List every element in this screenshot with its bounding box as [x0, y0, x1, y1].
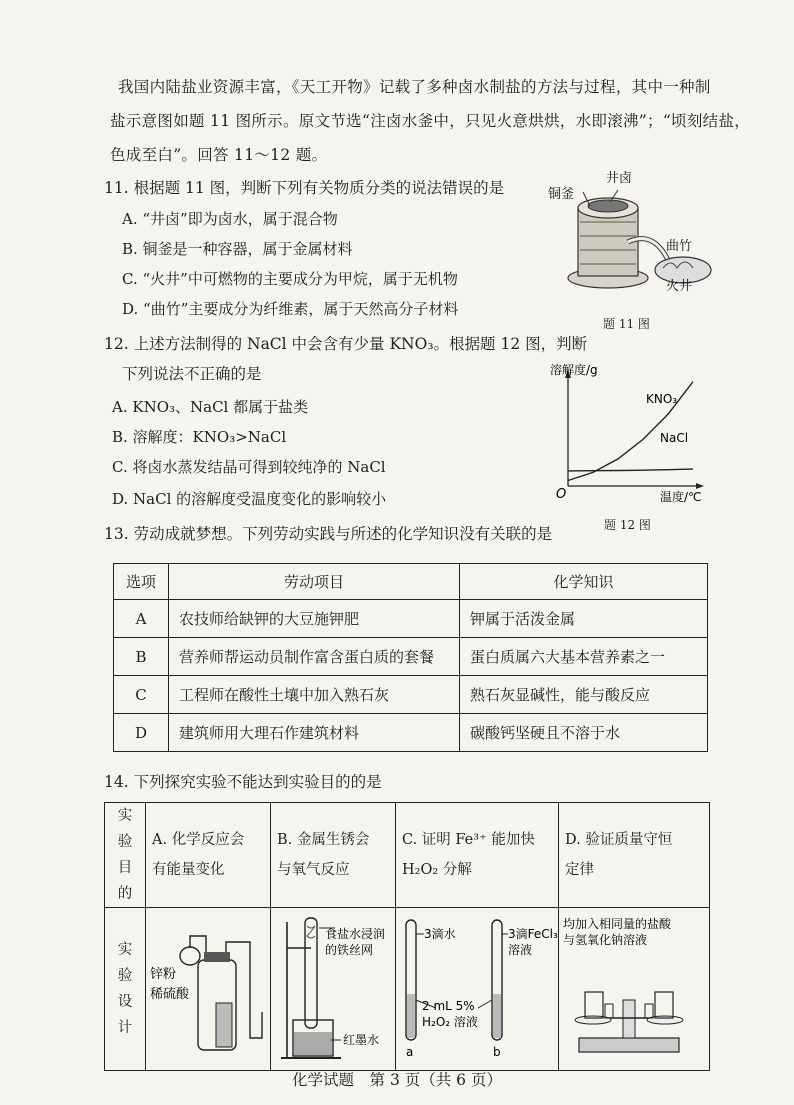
- header-option: 选项: [114, 564, 169, 600]
- row-label-goal-1: 实验: [117, 808, 133, 850]
- table-header-row: [114, 564, 708, 600]
- label-dilute-sulfuric-acid: 稀硫酸: [150, 987, 190, 1002]
- solubility-chart: [548, 358, 718, 508]
- table-row: [114, 600, 708, 638]
- table-row: [114, 676, 708, 714]
- row-b-labor: 营养师帮运动员制作富含蛋白质的套餐: [169, 638, 460, 676]
- label-3-drops-fecl3: 3滴FeCl₃: [508, 927, 558, 941]
- label-bamboo-pipe: 曲竹: [666, 239, 693, 254]
- series-label-kno3: KNO₃: [646, 392, 678, 406]
- goal-a: [146, 803, 271, 908]
- goal-c: [396, 803, 559, 908]
- goal-b: [271, 803, 396, 908]
- label-red-ink: 红墨水: [343, 1033, 380, 1047]
- label-solution: 溶液: [508, 943, 533, 957]
- label-tube-a: a: [406, 1045, 414, 1059]
- q13-table: [113, 563, 708, 752]
- q11-stem: 11. 根据题 11 图，判断下列有关物质分类的说法错误的是: [104, 179, 505, 197]
- figure-12-caption: 题 12 图: [604, 518, 651, 532]
- table-row: [114, 714, 708, 752]
- q12-stem-2: 下列说法不正确的是: [122, 365, 262, 383]
- series-line-nacl: [568, 469, 693, 471]
- q12-option-b: B. 溶解度：KNO₃>NaCl: [112, 428, 287, 446]
- label-saltwater-mesh: 食盐水浸润: [325, 927, 386, 941]
- intro-line-1: 我国内陆盐业资源丰富，《天工开物》记载了多种卤水制盐的方法与过程，其中一种制: [118, 78, 711, 96]
- x-axis-label: 温度/℃: [660, 490, 702, 504]
- row-b-option: B: [114, 638, 169, 676]
- row-a-chemistry: 钾属于活泼金属: [460, 600, 708, 638]
- table-row: [114, 638, 708, 676]
- header-labor: 劳动项目: [169, 564, 460, 600]
- goal-d-line1: D. 验证质量守恒: [565, 832, 673, 848]
- row-a-option: A: [114, 600, 169, 638]
- goal-c-line1: C. 证明 Fe³⁺ 能加快: [402, 832, 535, 848]
- figure-11-caption: 题 11 图: [603, 317, 650, 331]
- goal-c-line2: H₂O₂ 分解: [402, 862, 472, 878]
- q14-table: [104, 802, 710, 1071]
- row-label-design-1: 实验: [117, 942, 133, 984]
- label-3-drops-water: 3滴水: [424, 927, 456, 941]
- row-b-chemistry: 蛋白质属六大基本营养素之一: [460, 638, 708, 676]
- experiment-d-diagram: [559, 908, 699, 1066]
- q14-design-row: [105, 908, 710, 1071]
- origin-label: O: [556, 487, 567, 502]
- goal-a-line2: 有能量变化: [152, 862, 225, 878]
- experiment-a-diagram: [146, 908, 270, 1066]
- row-label-goal-2: 目的: [117, 860, 133, 902]
- q11-option-b: B. 铜釜是一种容器，属于金属材料: [122, 240, 353, 258]
- q14-stem: 14. 下列探究实验不能达到实验目的的是: [104, 773, 382, 791]
- experiment-b-diagram: [271, 908, 395, 1066]
- goal-d-line2: 定律: [565, 862, 594, 878]
- label-iron-wire-mesh: 的铁丝网: [325, 943, 374, 957]
- q12-option-d: D. NaCl 的溶解度受温度变化的影响较小: [112, 490, 387, 508]
- goal-b-line2: 与氧气反应: [277, 862, 350, 878]
- row-label-goal: [105, 803, 146, 908]
- label-fire-well: 火井: [666, 279, 693, 294]
- label-tube-b: b: [493, 1045, 501, 1059]
- page-footer: 化学试题 第 3 页（共 6 页）: [292, 1071, 502, 1089]
- row-d-chemistry: 碳酸钙坚硬且不溶于水: [460, 714, 708, 752]
- header-chemistry: 化学知识: [460, 564, 708, 600]
- q11-option-a: A. “井卤”即为卤水，属于混合物: [122, 210, 338, 228]
- row-c-chemistry: 熟石灰显碱性，能与酸反应: [460, 676, 708, 714]
- series-label-nacl: NaCl: [660, 431, 689, 445]
- design-d: [559, 908, 710, 1071]
- q12-stem: 12. 上述方法制得的 NaCl 中会含有少量 KNO₃。根据题 12 图，判断: [104, 335, 588, 353]
- intro-line-3: 色成至白”。回答 11～12 题。: [110, 146, 328, 164]
- x-axis-arrow: [696, 483, 704, 489]
- row-c-labor: 工程师在酸性土壤中加入熟石灰: [169, 676, 460, 714]
- row-label-design: [105, 908, 146, 1071]
- q12-option-c: C. 将卤水蒸发结晶可得到较纯净的 NaCl: [112, 458, 386, 476]
- label-with-naoh: 与氢氧化钠溶液: [563, 933, 648, 947]
- q11-option-c: C. “火井”中可燃物的主要成分为甲烷，属于无机物: [122, 270, 458, 288]
- q14-goal-row: [105, 803, 710, 908]
- label-same-amount-hcl: 均加入相同量的盐酸: [563, 917, 672, 931]
- experiment-c-diagram: [396, 908, 558, 1066]
- design-c: [396, 908, 559, 1071]
- salt-making-figure: [548, 160, 718, 310]
- goal-b-line1: B. 金属生锈会: [277, 832, 370, 848]
- y-axis-label: 溶解度/g: [550, 363, 598, 377]
- goal-d: [559, 803, 710, 908]
- label-zinc-powder: 锌粉: [150, 967, 177, 982]
- q12-option-a: A. KNO₃、NaCl 都属于盐类: [112, 398, 309, 416]
- design-a: [146, 908, 271, 1071]
- q11-option-d: D. “曲竹”主要成分为纤维素，属于天然高分子材料: [122, 300, 459, 318]
- goal-a-line1: A. 化学反应会: [152, 832, 245, 848]
- row-label-design-2: 设计: [117, 994, 133, 1036]
- intro-line-2: 盐示意图如题 11 图所示。原文节选“注卤水釜中，只见火意烘烘，水即滚沸”；“顷刻结盐，: [110, 112, 751, 130]
- row-c-option: C: [114, 676, 169, 714]
- design-b: [271, 908, 396, 1071]
- label-copper-pot: 铜釜: [548, 187, 575, 202]
- row-d-labor: 建筑师用大理石作建筑材料: [169, 714, 460, 752]
- label-h2o2-solution: H₂O₂ 溶液: [422, 1015, 478, 1029]
- label-h2o2-volume: 2 mL 5%: [422, 999, 475, 1013]
- label-well-brine: 井卤: [606, 171, 633, 186]
- row-d-option: D: [114, 714, 169, 752]
- row-a-labor: 农技师给缺钾的大豆施钾肥: [169, 600, 460, 638]
- q13-stem: 13. 劳动成就梦想。下列劳动实践与所述的化学知识没有关联的是: [104, 525, 553, 543]
